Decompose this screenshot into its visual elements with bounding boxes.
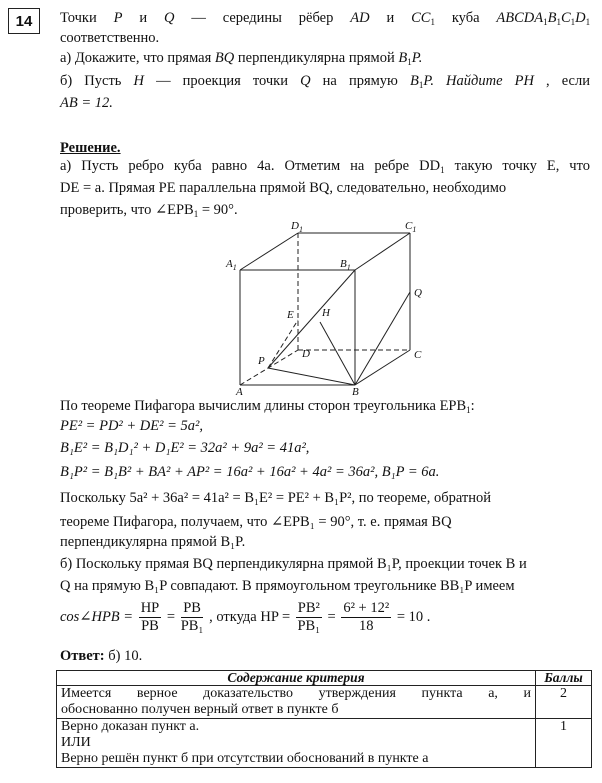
- criteria-header: Содержание критерия: [57, 671, 536, 686]
- table-row: Имеется верное доказательство утверждения пункта а, и обоснованно получен верный ответ в пункте б 2: [57, 686, 592, 719]
- problem-part-a: а) Докажите, что прямая BQ перпендикулярна прямой $B_1P$.: [60, 50, 423, 67]
- label-c1: $C_1$: [405, 220, 417, 234]
- problem-number: 14: [8, 8, 40, 34]
- label-a1: $A_1$: [226, 258, 237, 272]
- segment-bq: [355, 292, 410, 385]
- edge-a1d1: [240, 233, 298, 270]
- label-q: Q: [414, 287, 422, 299]
- fraction-hp-pb: $\frac{HP}{PB}$: [140, 600, 160, 634]
- equation-pe: PE² = PD² + DE² = 5a²,: [60, 418, 203, 434]
- fraction-pb-pb1: $\frac{PB}{\text{PB₁}}$: [180, 600, 204, 634]
- cos-formula: cos∠HPB = $\frac{HP}{PB}$ = $\frac{PB}{\text{PB₁}}$ , откуда HP = $\frac{\text{PB²}}{\text{PB₁}}$ = $\frac{\text{6² + 12²}}{18}$ = 10 .: [60, 600, 431, 634]
- fraction-numeric: $\frac{\text{6² + 12²}}{18}$: [343, 600, 390, 634]
- solution-a-line-1: а) Пусть ребро куба равно 4a. Отметим на ребре $DD_1$ такую точку E, что: [60, 158, 590, 175]
- segment-pb1: [268, 270, 355, 368]
- criteria-table: [56, 670, 592, 768]
- label-c: C: [414, 349, 422, 361]
- solution-b-line-2: Q на прямую B₁P совпадают. В прямоугольном треугольнике BB₁P имеем: [60, 578, 515, 594]
- solution-b-line-1: б) Поскольку прямая BQ перпендикулярна прямой B₁P, проекции точек B и: [60, 556, 527, 572]
- label-a: A: [236, 386, 243, 398]
- segment-pb: [268, 368, 355, 385]
- edge-b1c1: [355, 233, 410, 270]
- points-header: Баллы: [536, 671, 592, 686]
- problem-line-2: соответственно.: [60, 30, 160, 46]
- segment-hb: [320, 322, 355, 385]
- segment-pe: [268, 320, 298, 368]
- label-d: D: [302, 348, 310, 360]
- solution-title: Решение.: [60, 140, 121, 156]
- label-p: P: [258, 355, 265, 367]
- label-h: H: [322, 307, 330, 319]
- problem-line-1: Точки P и Q — середины рёбер AD и $CC_1$ куба $ABCDA_1B_1C_1D_1$: [60, 10, 591, 27]
- solution-a-line-2: DE = a. Прямая PE параллельна прямой BQ, следовательно, необходимо: [60, 180, 507, 196]
- label-b1: $B_1$: [340, 258, 351, 272]
- label-b: B: [352, 386, 359, 398]
- solution-a-line-3: проверить, что $\angle EPB_1 = 90^\circ$.: [60, 202, 238, 219]
- fraction-pb2-pb1: $\frac{\text{PB²}}{\text{PB₁}}$: [297, 600, 321, 634]
- answer: Ответ: б) 10.: [60, 648, 143, 664]
- problem-part-b: б) Пусть H — проекция точки Q на прямую $B_1P$. Найдите PH , если: [60, 73, 590, 90]
- edge-bc: [355, 350, 410, 385]
- label-e: E: [287, 309, 294, 321]
- equation-b1p: B₁P² = B₁B² + BA² + AP² = 16a² + 16a² + 4a² = 36a², B₁P = 6a.: [60, 464, 440, 480]
- label-d1: $D_1$: [291, 220, 303, 234]
- since-line-1: Поскольку 5a² + 36a² = 41a² = B₁E² = PE² + B₁P², по теореме, обратной: [60, 490, 492, 506]
- since-line-2: теореме Пифагора, получаем, что ∠EPB₁ = 90°, т. е. прямая BQ: [60, 514, 452, 530]
- table-row: Верно доказан пункт а. ИЛИ Верно решён пункт б при отсутствии обоснований в пункте а 1: [57, 719, 592, 768]
- pythagoras-intro: По теореме Пифагора вычислим длины сторон треугольника $EPB_1$:: [60, 398, 475, 415]
- since-line-3: перпендикулярна прямой B₁P.: [60, 534, 246, 550]
- equation-b1e: B₁E² = B₁D₁² + D₁E² = 32a² + 9a² = 41a²,: [60, 440, 310, 456]
- problem-part-b-cont: AB = 12.: [60, 95, 113, 111]
